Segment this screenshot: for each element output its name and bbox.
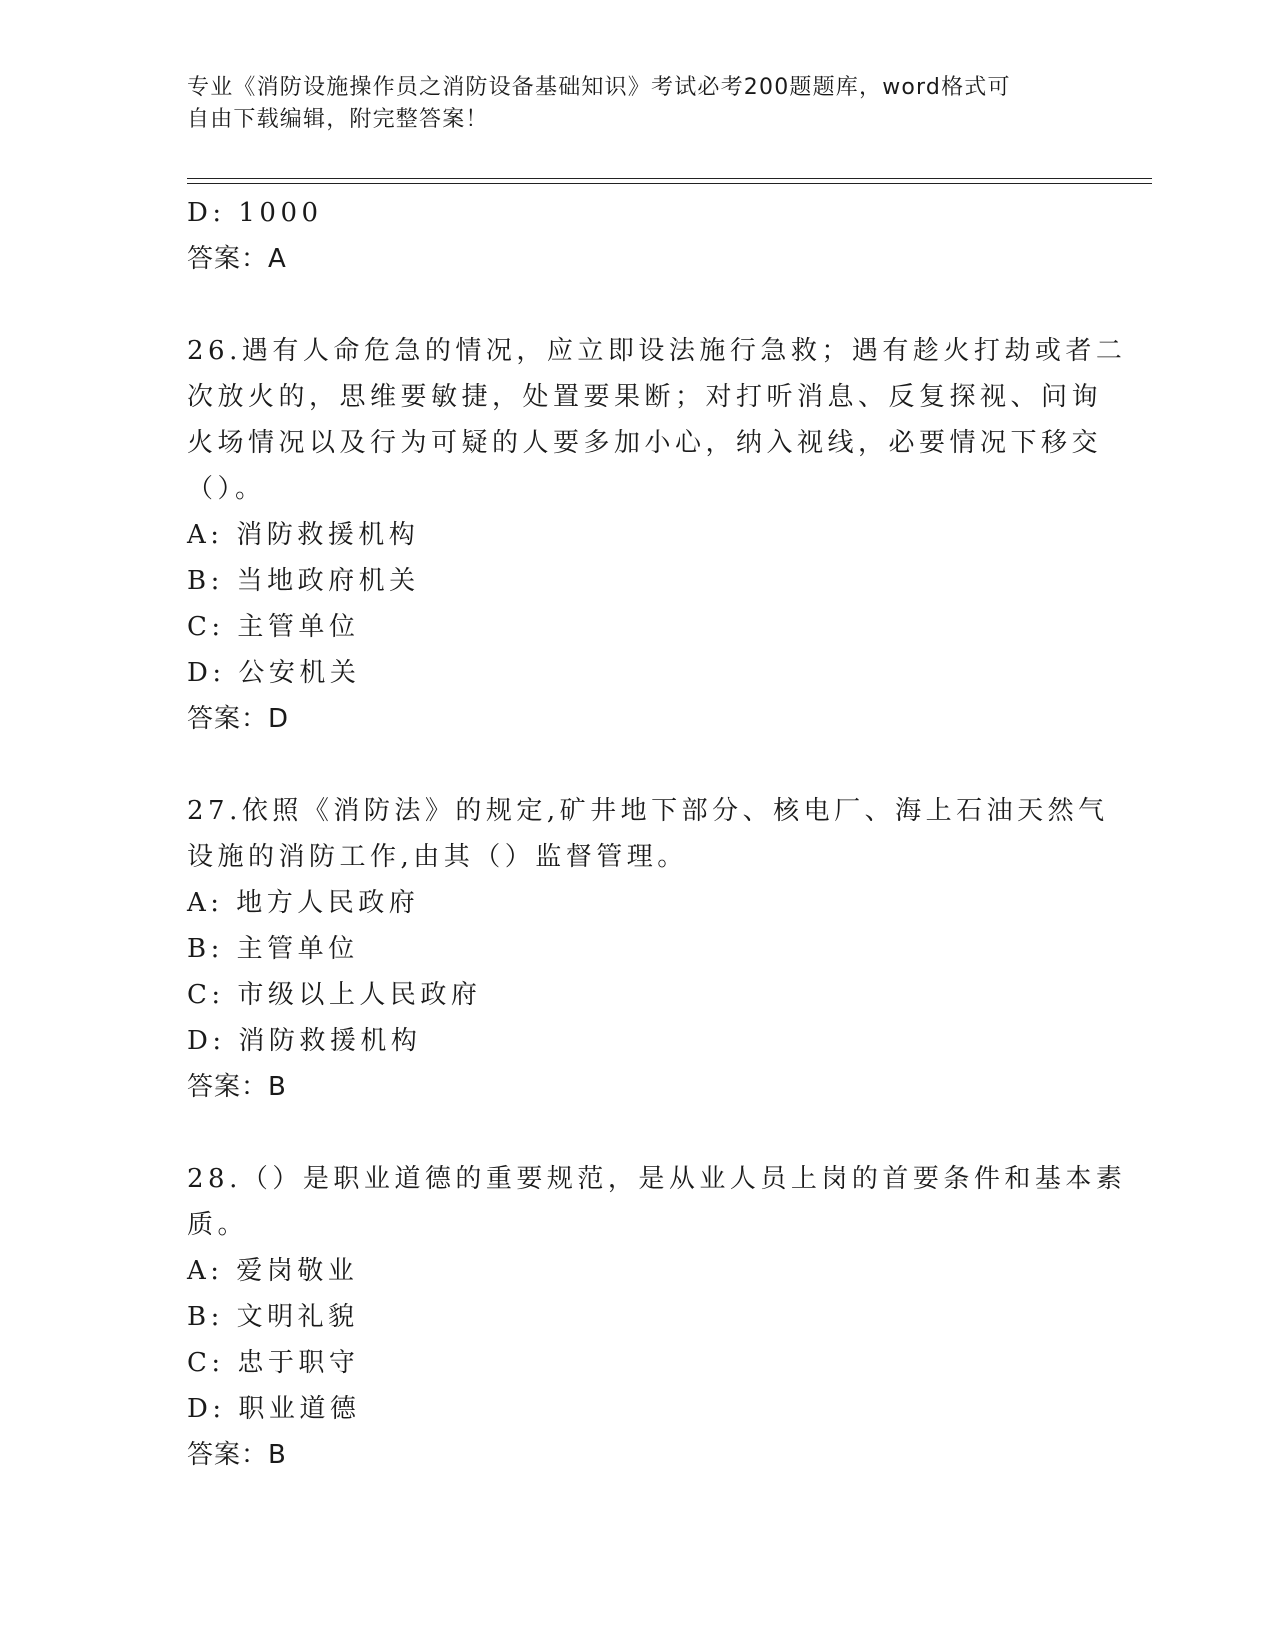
spacer — [187, 1110, 1067, 1156]
document-header — [187, 72, 1067, 136]
question-26 — [187, 328, 1127, 742]
answer-line: 答案：B — [187, 1072, 287, 1102]
question-27 — [187, 788, 1109, 1110]
question-text-line: 27.依照《消防法》的规定,矿井地下部分、核电厂、海上石油天然气 — [187, 796, 1109, 826]
option-a: A: 地方人民政府 — [187, 888, 420, 918]
answer-line: 答案：D — [187, 704, 290, 734]
option-d: D: 职业道德 — [187, 1394, 361, 1424]
option-b: B: 当地政府机关 — [187, 566, 420, 596]
spacer — [187, 282, 1067, 328]
header-line-2: 自由下载编辑，附完整答案！ — [187, 107, 489, 132]
answer-line: 答案：B — [187, 1440, 287, 1470]
question-28 — [187, 1156, 1127, 1478]
question-text-line: （）。 — [187, 474, 266, 504]
option-b: B: 主管单位 — [187, 934, 359, 964]
question-text-line: 质。 — [187, 1210, 249, 1240]
option-a: A: 爱岗敬业 — [187, 1256, 359, 1286]
previous-question-tail — [187, 190, 1067, 282]
header-line-1: 专业《消防设施操作员之消防设备基础知识》考试必考200题题库，word格式可 — [187, 75, 1011, 100]
header-divider-top — [187, 178, 1152, 179]
option-c: C: 忠于职守 — [187, 1348, 360, 1378]
option-c: C: 市级以上人民政府 — [187, 980, 482, 1010]
option-d: D: 1000 — [187, 198, 323, 228]
question-content — [187, 190, 1127, 1478]
header-divider-bottom — [187, 183, 1152, 184]
option-b: B: 文明礼貌 — [187, 1302, 359, 1332]
question-text-line: 火场情况以及行为可疑的人要多加小心，纳入视线，必要情况下移交 — [187, 428, 1103, 458]
option-d: D: 公安机关 — [187, 658, 361, 688]
option-a: A: 消防救援机构 — [187, 520, 420, 550]
question-text-line: 设施的消防工作,由其（）监督管理。 — [187, 842, 688, 872]
answer-line: 答案：A — [187, 244, 287, 274]
spacer — [187, 742, 1067, 788]
question-text-line: 26.遇有人命危急的情况，应立即设法施行急救；遇有趁火打劫或者二 — [187, 336, 1127, 366]
question-text-line: 次放火的，思维要敏捷，处置要果断；对打听消息、反复探视、问询 — [187, 382, 1103, 412]
question-text-line: 28.（）是职业道德的重要规范，是从业人员上岗的首要条件和基本素 — [187, 1164, 1127, 1194]
option-d: D: 消防救援机构 — [187, 1026, 422, 1056]
option-c: C: 主管单位 — [187, 612, 360, 642]
